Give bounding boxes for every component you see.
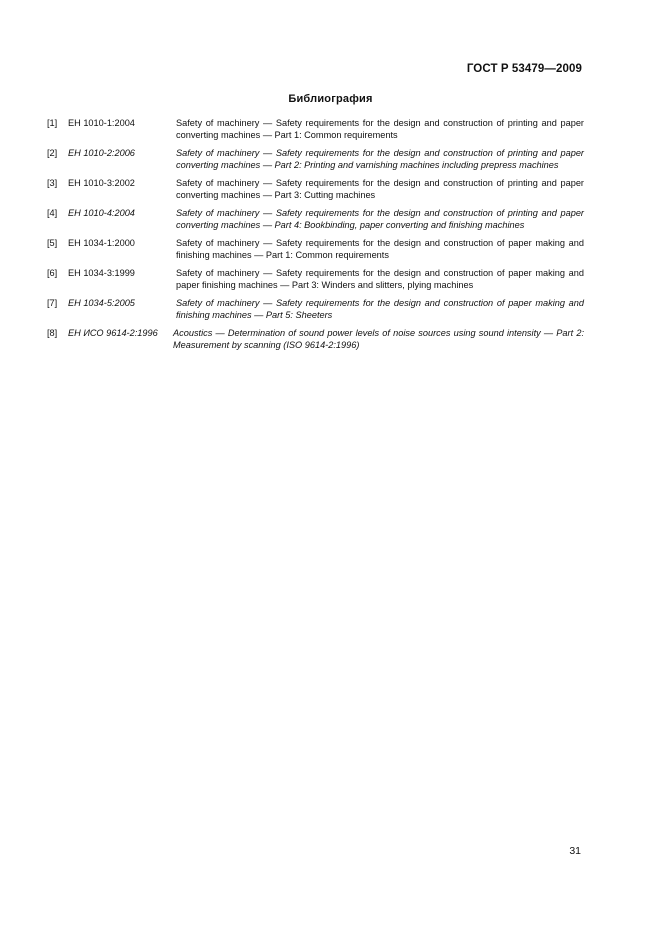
document-code: ГОСТ Р 53479—2009 [466, 63, 582, 75]
entry-title: Safety of machinery — Safety requirements for the design and construction of printing and paper converting machines — Part 1: Common requirements [176, 118, 584, 140]
entry-standard: ЕН 1010-3:2002 [68, 178, 135, 188]
entry-number: [1] [47, 118, 58, 128]
entry-title: Safety of machinery — Safety requirements for the design and construction of paper making and paper finishing machines — Part 3: Winders and slitters, plying machines [176, 268, 584, 290]
entry-standard: ЕН 1034-5:2005 [68, 298, 135, 308]
entry-standard: ЕН 1034-3:1999 [68, 268, 135, 278]
entry-title: Safety of machinery — Safety requirements for the design and construction of paper making and finishing machines — Part 1: Common requirements [176, 238, 584, 260]
entry-number: [8] [47, 328, 58, 338]
bibliography-list [47, 117, 584, 357]
entry-number: [2] [47, 148, 58, 158]
entry-title: Safety of machinery — Safety requirements for the design and construction of printing and paper converting machines — Part 4: Bookbinding, paper converting and finishing machines [176, 208, 584, 230]
bibliography-entry [47, 267, 584, 291]
entry-number: [6] [47, 268, 58, 278]
entry-standard: ЕН 1010-4:2004 [68, 208, 135, 218]
entry-standard: ЕН ИСО 9614-2:1996 [68, 328, 158, 338]
bibliography-entry [47, 117, 584, 141]
entry-number: [7] [47, 298, 58, 308]
section-title: Библиография [288, 93, 373, 105]
entry-standard: ЕН 1010-2:2006 [68, 148, 135, 158]
entry-standard: ЕН 1034-1:2000 [68, 238, 135, 248]
bibliography-entry [47, 207, 584, 231]
entry-title: Safety of machinery — Safety requirements for the design and construction of paper making and finishing machines — Part 5: Sheeters [176, 298, 584, 320]
bibliography-entry [47, 177, 584, 201]
entry-number: [3] [47, 178, 58, 188]
entry-title: Safety of machinery — Safety requirements for the design and construction of printing and paper converting machines — Part 3: Cutting machines [176, 178, 584, 200]
entry-number: [5] [47, 238, 58, 248]
bibliography-entry [47, 297, 584, 321]
bibliography-entry [47, 327, 584, 351]
entry-title: Safety of machinery — Safety requirements for the design and construction of printing and paper converting machines — Part 2: Printing and varnishing machines including prepress machines [176, 148, 584, 170]
page-number: 31 [569, 845, 581, 857]
bibliography-entry [47, 237, 584, 261]
entry-title: Acoustics — Determination of sound power levels of noise sources using sound intensity — Part 2: Measurement by scanning (ISO 9614-2:1996) [173, 328, 584, 350]
bibliography-entry [47, 147, 584, 171]
entry-number: [4] [47, 208, 58, 218]
entry-standard: ЕН 1010-1:2004 [68, 118, 135, 128]
